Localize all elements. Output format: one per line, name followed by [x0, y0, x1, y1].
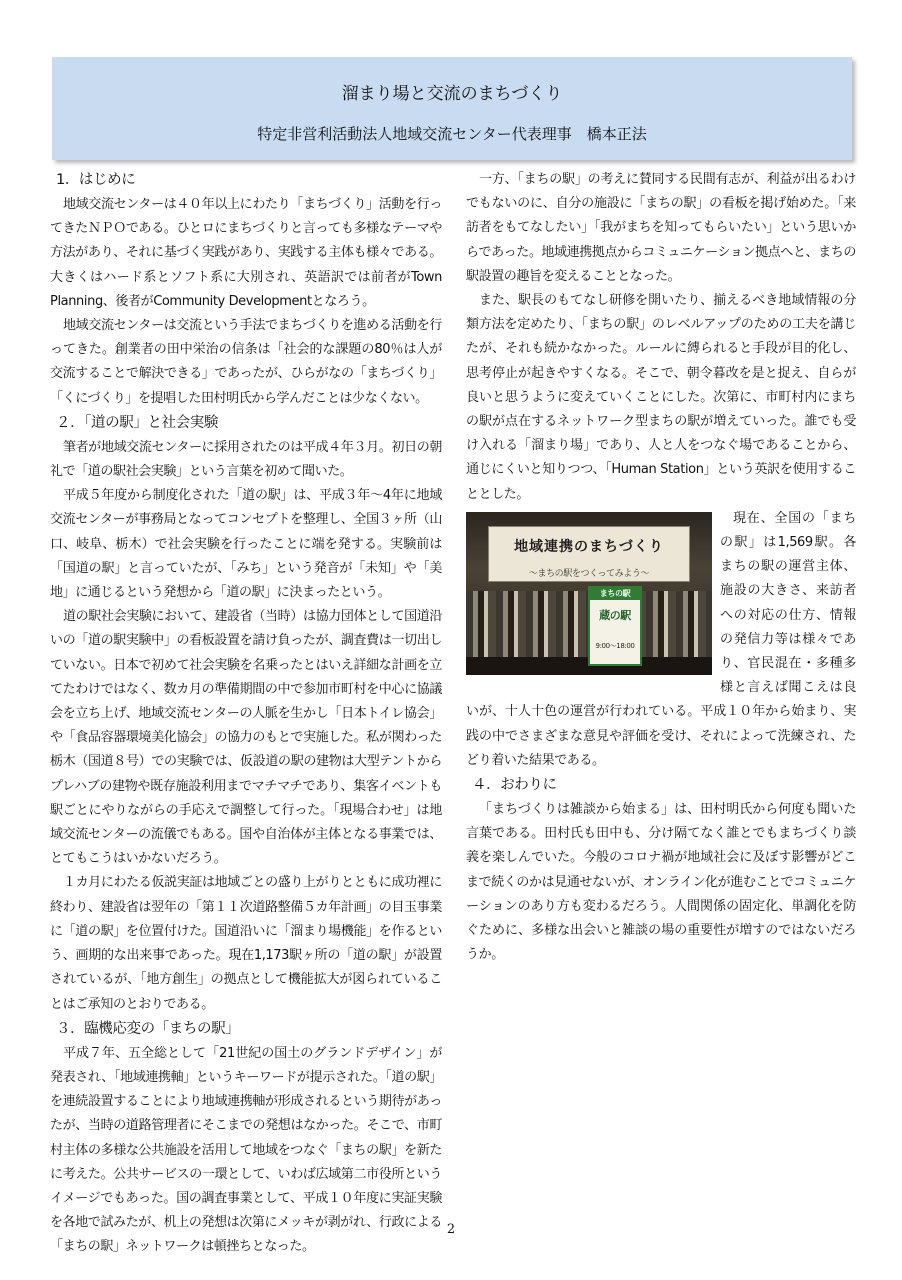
- paragraph: １カ月にわたる仮説実証は地域ごとの盛り上がりとともに成功裡に終わり、建設省は翌年の「第１１次道路整備５カ年計画」の目玉事業に「道の駅」を位置付けた。国道沿いに「溜まり場機能」を作るという、画期的な出来事であった。現在1,173駅ヶ所の「道の駅」が設置されているが、「地方創生」の拠点として機能拡大が図られていることはご承知のとおりである。: [50, 875, 442, 1012]
- paragraph: 平成５年度から制度化された「道の駅」は、平成３年～4年に地域交流センターが事務局となってコンセプトを整理し、全国３ヶ所（山口、岐阜、栃木）で社会実験を行ったことに端を発する。実験前は「国道の駅」と言っていたが、「みち」という発音が「未知」や「美地」に通じるという発想から「道の駅」に決まったという。: [50, 488, 442, 601]
- photo-banner-title: 地域連携のまちづくり: [514, 538, 664, 555]
- section-heading-4: ４．おわりに: [472, 777, 557, 794]
- photo-sign-name: 蔵の駅: [599, 608, 631, 622]
- page-number: 2: [446, 1222, 456, 1237]
- photo-banner: [488, 526, 690, 582]
- paragraph: 現在、全国の「まちの駅」は1,569駅。各まちの駅の運営主体、施設の大きさ、来訪者への対応の仕方、情報の発信力等は様々であり、官民混在・多種多様と言えば聞こえは良いが、十人十色の運営が行われている。平成１０年から始まり、実践の中でさまざまな意見や評価を受け、それによって洗練され、たどり着いた結果である。: [466, 510, 856, 768]
- paragraph: 「まちづくりは雑談から始まる」は、田村明氏から何度も聞いた言葉である。田村氏も田中も、分け隔てなく誰とでもまちづくり談義を楽しんでいた。今般のコロナ禍が地域社会に及ぼす影響がどこまで続くのかは見通せないが、オンライン化が進むことでコミュニケーションのあり方も変わるだろう。人間関係の固定化、単調化を防ぐために、多様な出会いと雑談の場の重要性が増すのではないだろうか。: [466, 802, 856, 963]
- paragraph: 平成７年、五全総として「21世紀の国土のグランドデザイン」が発表され、「地域連携軸」というキーワードが提示された。「道の駅」を連続設置することにより地域連携軸が形成されるという期待があったが、当時の道路管理者にそこまでの発想はなかった。そこで、市町村主体の多様な公共施設を活用して地域をつなぐ「まちの駅」を新たに考えた。公共サービスの一環として、いわば広域第二市役所というイメージでもあった。国の調査事業として、平成１０年度に実証実験を各地で試みたが、机上の発想は次第にメッキが剥がれ、行政による「まちの駅」ネットワークは頓挫ちとなった。: [50, 1045, 442, 1255]
- paragraph: また、駅長のもてなし研修を開いたり、揃えるべき地域情報の分類方法を定めたり、「まちの駅」のレベルアップのための工夫を講じたが、それも続かなかった。ルールに縛られると手段が目的化し、思考停止が起きやすくなる。そこで、朝令暮改を是と捉え、自らが良いと思うように変えていくことにした。次第に、市町村内にまちの駅が点在するネットワーク型まちの駅が増えていった。誰でも受け入れる「溜まり場」であり、人と人をつなぐ場であることから、通じにくいと知りつつ、「Human Station」という英訳を使用することとした。: [466, 293, 856, 502]
- paragraph: 地域交流センターは交流という手法でまちづくりを進める活動を行ってきた。創業者の田中栄治の信条は「社会的な課題の80％は人が交流することで解決できる」であったが、ひらがなの「まちづくり」「くにづくり」を提唱した田村明氏から学んだことは少なくない。: [50, 318, 442, 406]
- page-title: 溜まり場と交流のまちづくり: [341, 84, 563, 104]
- paragraph: 地域交流センターは４０年以上にわたり「まちづくり」活動を行ってきたＮＰＯである。ひとロにまちづくりと言っても多様なテーマや方法があり、それに基づく実践があり、実践する主体も様々である。大きくはハード系とソフト系に大別され、英語訳では前者がTown Planning、後者がCommunity Developmentとなろう。: [50, 197, 442, 309]
- photo-sign-hours: 9:00〜18:00: [595, 642, 635, 651]
- section-heading-3: ３．臨機応変の「まちの駅」: [56, 1020, 240, 1037]
- paragraph: 一方、「まちの駅」の考えに賛同する民間有志が、利益が出るわけでもないのに、自分の施設に「まちの駅」の看板を掲げ始めた。「来訪者をもてなしたい」「我がまちを知ってもらいたい」という思いからであった。地域連携拠点からコミュニケーション拠点へと、まちの駅設置の趣旨を変えることとなった。: [466, 172, 856, 284]
- page-subtitle: 特定非営利活動法人地域交流センター代表理事 橋本正法: [257, 125, 647, 143]
- right-column: [466, 168, 856, 968]
- header-banner: [52, 57, 852, 160]
- section-heading-2: ２．「道の駅」と社会実験: [56, 414, 218, 431]
- event-photo: [466, 512, 712, 675]
- section-heading-1: 1．はじめに: [56, 172, 136, 188]
- photo-banner-subtitle: 〜まちの駅をつくってみよう〜: [528, 569, 650, 580]
- photo-sign-header: まちの駅: [590, 588, 640, 600]
- paragraph: 道の駅社会実験において、建設省（当時）は協力団体として国道沿いの「道の駅実験中」の看板設置を請け負ったが、調査費は一切出していない。日本で初めて社会実験を名乗ったとはいえ詳細な計画を立てたわけではなく、数カ月の準備期間の中で参加市町村を中心に協議会を立ち上げ、地域交流センターの人脈を生かし「日本トイレ協会」や「食品容器環境美化協会」の協力のもとで実施した。私が関わった栃木（国道８号）での実験では、仮設道の駅の建物は大型テントからプレハブの建物や既存施設利用までマチマチであり、集客イベントも駅ごとにやりながらの手応えで調整して行った。「現場合わせ」は地域交流センターの流儀でもある。国や自治体が主体となる事業では、とてもこうはいかないだろう。: [50, 609, 442, 867]
- photo-sign: [588, 586, 642, 666]
- paragraph: 筆者が地域交流センターに採用されたのは平成４年３月。初日の朝礼で「道の駅社会実験」という言葉を初めて聞いた。: [50, 439, 442, 480]
- left-column: [50, 168, 442, 1260]
